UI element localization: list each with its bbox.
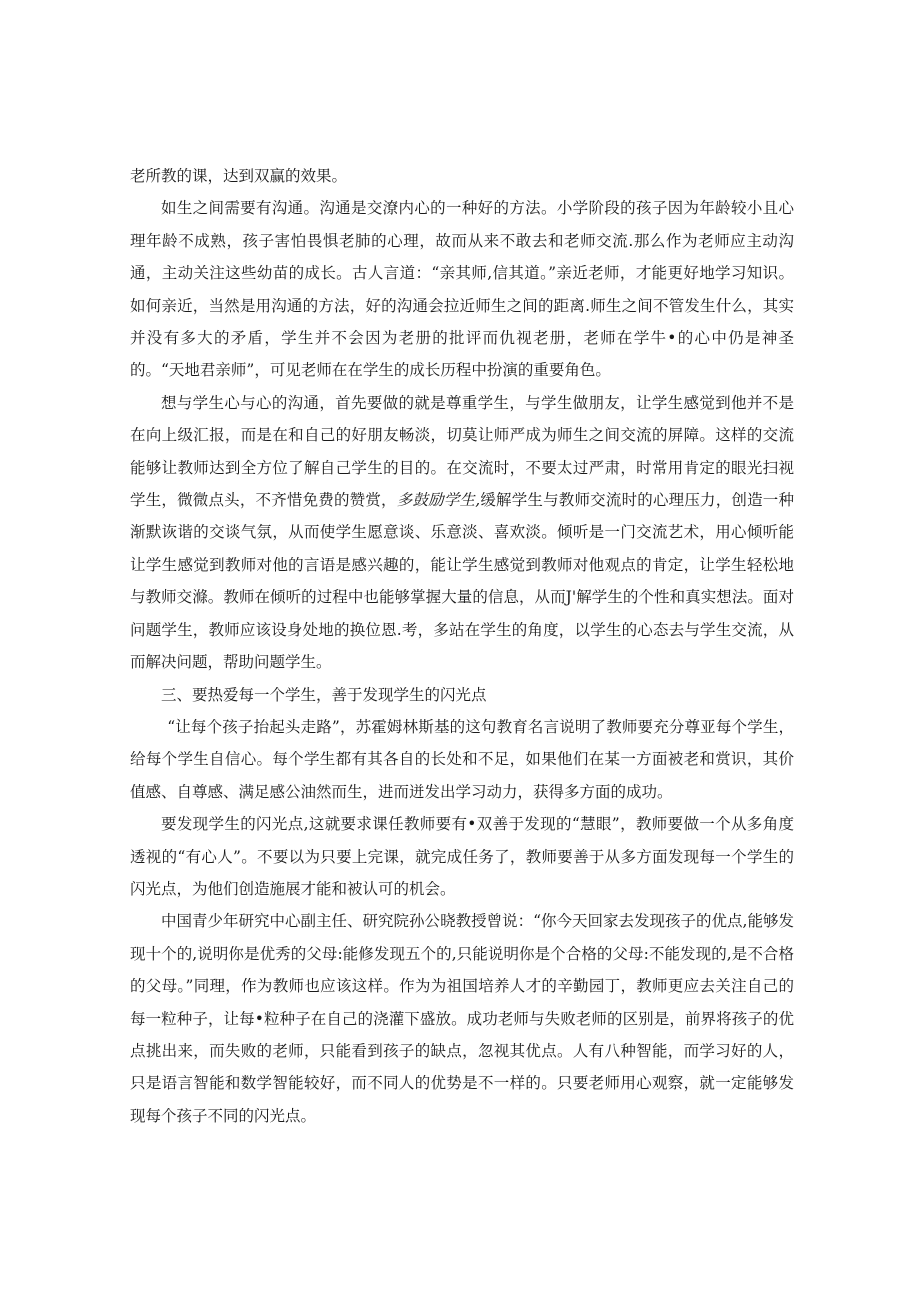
paragraph-text: 想与学生心与心的沟通，首先要做的就是尊重学生，与学生做朋友，让学生感觉到他并不是在向上级汇报，而是在和自己的好朋友畅淡，切莫让师严成为师生之间交流的屏障。这样的交流能够让教师达到全方位了解自己学生的目的。在交流时，不要太过严肃，时常用肯定的眼光扫视学生，微微点头，不齐惜免费的赞赏， bbox=[130, 393, 794, 510]
paragraph-continuation bbox=[130, 160, 794, 192]
paragraph-communication bbox=[130, 192, 794, 386]
section-heading bbox=[130, 679, 794, 711]
paragraph-professor-quote bbox=[130, 905, 794, 1132]
paragraph-discover-strengths bbox=[130, 808, 794, 905]
document-page bbox=[130, 160, 794, 1132]
paragraph-text: 中国青少年研究中心副主任、研究院孙公晓教授曾说：“你今天回家去发现孩子的优点,能够发现十个的,说明你是优秀的父母:能修发现五个的,只能说明你是个合格的父母:不能发现的,是不合格的父母。”同理，作为教师也应该这样。作为为祖国培养人才的辛勤园丁，教师更应去关注自己的每一粒种子，让每•粒种子在自己的浇灌下盛放。成功老师与失败老师的区别是，前界将孩子的优点挑出来，而失败的老师，只能看到孩子的缺点，忽视其优点。人有八种智能，而学习好的人，只是语言智能和数学智能较好，而不同人的优势是不一样的。只要老师用心观察，就一定能够发现每个孩子不同的闪光点。 bbox=[130, 912, 794, 1125]
paragraph-quote bbox=[130, 711, 794, 808]
paragraph-text: 老所教的课，达到双赢的效果。 bbox=[130, 167, 348, 185]
heading-text: 三、要热爱每一个学生，善于发现学生的闪光点 bbox=[161, 685, 487, 704]
paragraph-text: 要发现学生的闪光点,这就要求课任教师要有•双善于发现的“慧眼”，教师要做一个从多角度透视的“有心人”。不要以为只要上完课，就完成任务了，教师要善于从多方面发现每一个学生的闪光点，为他们创造施展才能和被认可的机会。 bbox=[130, 815, 794, 898]
paragraph-respect-students bbox=[130, 387, 794, 679]
paragraph-text: 缓解学生与教师交流时的心理压力，创造一种渐默诙谐的交谈气氛，从而使学生愿意谈、乐意淡、喜欢淡。倾听是一门交流艺术，用心倾听能让学生感觉到教师对他的言语是感兴趣的，能让学生感觉到教师对他观点的肯定，让学生轻松地与教师交滌。教师在倾听的过程中也能够掌握大量的信息，从而J'解学生的个性和真实想法。面对问题学生，教师应该设身处地的换位恩.考，多站在学生的角度，以学生的心态去与学生交流，从而解决问题，帮助问题学生。 bbox=[130, 491, 794, 672]
paragraph-text: 如生之间需要有沟通。沟通是交潦内心的一种好的方法。小学阶段的孩子因为年龄较小且心理年龄不成熟，孩子害怕畏惧老肺的心理，故而从来不敢去和老师交流.那么作为老师应主动沟通，主动关注这些幼苗的成长。古人言道：“亲其师,信其道。”亲近老师，才能更好地学习知识。如何亲近，当然是用沟通的方法，好的沟通会拉近师生之间的距离.师生之间不管发生什么，其实并没有多大的矛盾，学生并不会因为老册的批评而仇视老册，老师在学牛•的心中仍是神圣的。“天地君亲师”，可见老师在在学生的成长历程中扮演的重要角色。 bbox=[130, 199, 794, 380]
paragraph-text: “让每个孩子抬起头走路”，苏霍姆林斯基的这句教育名言说明了教师要充分尊亚每个学生，给每个学生自信心。每个学生都有其各自的长处和不足，如果他们在某一方面被老和赏识，其价值感、自尊感、满足感公油然而生，进而迸发出学习动力，获得多方面的成功。 bbox=[130, 717, 794, 801]
emphasis-text: 多鼓励学生, bbox=[396, 491, 481, 510]
